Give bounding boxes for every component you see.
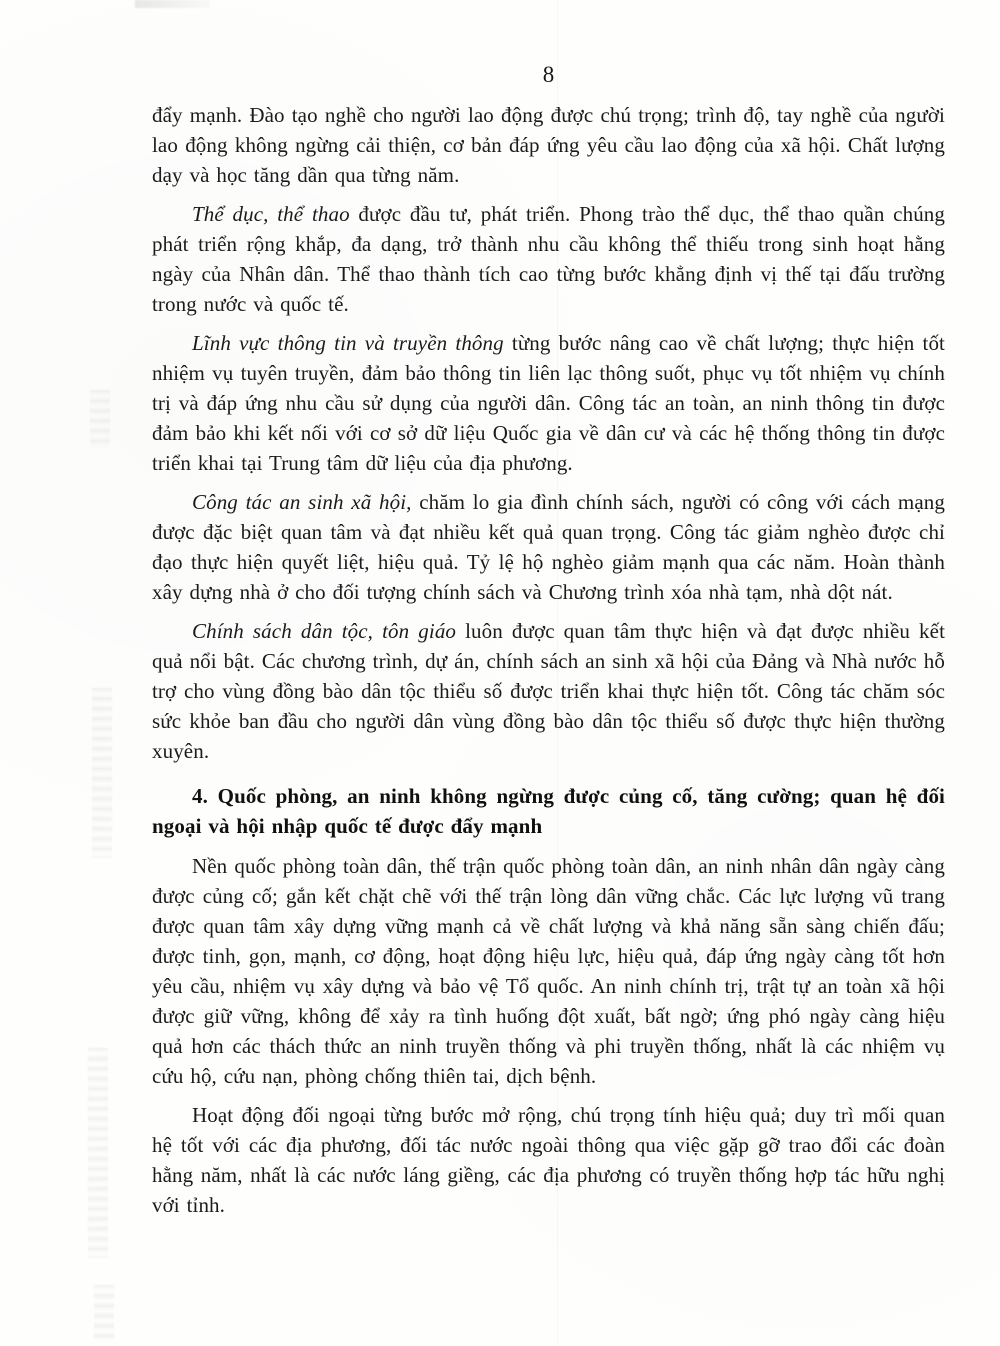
paragraph-lead: Lĩnh vực thông tin và truyền thông — [192, 331, 504, 355]
page-number: 8 — [542, 62, 555, 87]
paragraph — [152, 328, 945, 478]
scan-artifact-streak — [90, 390, 110, 448]
paragraph-text: Nền quốc phòng toàn dân, thế trận quốc phòng toàn dân, an ninh nhân dân ngày càng được củng cố; gắn kết chặt chẽ với thế trận lòng dân vững chắc. Các lực lượng vũ trang được quan tâm xây dựng vững mạnh cả về chất lượng và khả năng sẵn sàng chiến đấu; được tinh, gọn, mạnh, cơ động, hoạt động hiệu lực, hiệu quả, đáp ứng ngày càng tốt hơn yêu cầu, nhiệm vụ xây dựng và bảo vệ Tổ quốc. An ninh chính trị, trật tự an toàn xã hội được giữ vững, không để xảy ra tình huống đột xuất, bất ngờ; ứng phó ngày càng hiệu quả hơn các thách thức an ninh truyền thống và phi truyền thống, nhất là các nhiệm vụ cứu hộ, cứu nạn, phòng chống thiên tai, dịch bệnh. — [152, 854, 945, 1088]
paragraph-lead: Công tác an sinh xã hội, — [192, 490, 412, 514]
paragraph-text: chăm lo gia đình chính sách, người có công với cách mạng được đặc biệt quan tâm và đạt nhiều kết quả quan trọng. Công tác giảm nghèo được chỉ đạo thực hiện quyết liệt, hiệu quả. Tỷ lệ hộ nghèo giảm mạnh qua các năm. Hoàn thành xây dựng nhà ở cho đối tượng chính sách và Chương trình xóa nhà tạm, nhà dột nát. — [152, 490, 945, 604]
scan-artifact-streak — [88, 1048, 108, 1258]
paragraph — [152, 199, 945, 319]
paragraph-lead: Chính sách dân tộc, tôn giáo — [192, 619, 457, 643]
section-heading: 4. Quốc phòng, an ninh không ngừng được củng cố, tăng cường; quan hệ đối ngoại và hội nhập quốc tế được đẩy mạnh — [152, 784, 945, 838]
document-body — [152, 100, 945, 1220]
paragraph-text: luôn được quan tâm thực hiện và đạt được nhiều kết quả nổi bật. Các chương trình, dự án, chính sách an sinh xã hội của Đảng và Nhà nước hỗ trợ cho vùng đồng bào dân tộc thiểu số được triển khai thực hiện tốt. Công tác chăm sóc sức khỏe ban đầu cho người dân vùng đồng bào dân tộc thiểu số được thực hiện thường xuyên. — [152, 619, 945, 763]
paragraph — [152, 851, 945, 1091]
paragraph — [152, 100, 945, 190]
paragraph-text: từng bước nâng cao về chất lượng; thực hiện tốt nhiệm vụ tuyên truyền, đảm bảo thông tin liên lạc thông suốt, phục vụ tốt nhiệm vụ chính trị và đáp ứng nhu cầu sử dụng của người dân. Công tác an toàn, an ninh thông tin được đảm bảo khi kết nối với cơ sở dữ liệu Quốc gia về dân cư và các hệ thống thông tin được triển khai tại Trung tâm dữ liệu của địa phương. — [152, 331, 945, 475]
scan-artifact-streak — [92, 688, 112, 858]
paragraph-text: đẩy mạnh. Đào tạo nghề cho người lao động được chú trọng; trình độ, tay nghề của người lao động không ngừng cải thiện, cơ bản đáp ứng yêu cầu lao động của xã hội. Chất lượng dạy và học tăng dần qua từng năm. — [152, 103, 945, 187]
paragraph — [152, 487, 945, 607]
paragraph-text: được đầu tư, phát triển. Phong trào thể dục, thể thao quần chúng phát triển rộng khắp, đa dạng, trở thành nhu cầu không thể thiếu trong sinh hoạt hằng ngày của Nhân dân. Thể thao thành tích cao từng bước khẳng định vị thế tại đấu trường trong nước và quốc tế. — [152, 202, 945, 316]
paragraph — [152, 1100, 945, 1220]
paragraph-text: Hoạt động đối ngoại từng bước mở rộng, chú trọng tính hiệu quả; duy trì mối quan hệ tốt với các địa phương, đối tác nước ngoài thông qua việc gặp gỡ trao đổi các đoàn hằng năm, nhất là các nước láng giềng, các địa phương có truyền thống hợp tác hữu nghị với tỉnh. — [152, 1103, 945, 1217]
scan-artifact-top-smudge — [135, 0, 210, 8]
scan-artifact-streak — [94, 1285, 114, 1340]
paragraph-lead: Thể dục, thể thao — [192, 202, 350, 226]
paragraph — [152, 616, 945, 766]
